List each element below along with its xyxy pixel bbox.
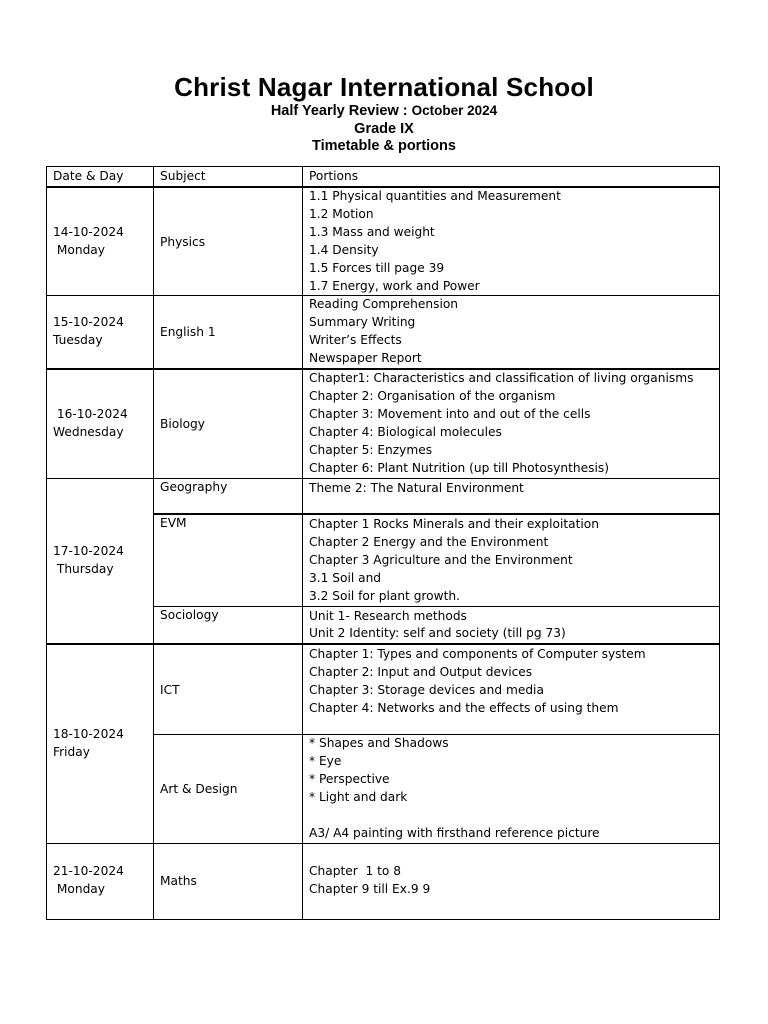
portion-item: Chapter 3: Movement into and out of the cells bbox=[309, 406, 591, 421]
date: 18-10-2024 bbox=[53, 727, 124, 742]
portion-item: Chapter 4: Biological molecules bbox=[309, 424, 502, 439]
subject-cell: Sociology bbox=[154, 606, 303, 644]
portion-item: Unit 1- Research methods bbox=[309, 608, 467, 623]
portions-cell bbox=[303, 514, 720, 606]
portion-item: Unit 2 Identity: self and society (till pg 73) bbox=[309, 626, 566, 641]
table-row bbox=[47, 644, 720, 734]
portion-item: Newspaper Report bbox=[309, 351, 422, 366]
subject-cell: Maths bbox=[154, 843, 303, 919]
subject-cell: Geography bbox=[154, 478, 303, 514]
table-row bbox=[47, 369, 720, 478]
portion-item: Summary Writing bbox=[309, 315, 416, 330]
portion-item: 3.2 Soil for plant growth. bbox=[309, 588, 460, 603]
portion-item: 3.1 Soil and bbox=[309, 570, 382, 585]
day: Wednesday bbox=[53, 424, 124, 439]
portion-item: * Perspective bbox=[309, 771, 390, 786]
portion-item: Chapter 3: Storage devices and media bbox=[309, 683, 544, 698]
date: 15-10-2024 bbox=[53, 315, 124, 330]
column-header-portions: Portions bbox=[303, 167, 720, 188]
portions-cell bbox=[303, 734, 720, 843]
portions-cell bbox=[303, 187, 720, 296]
portion-item: Chapter 2: Input and Output devices bbox=[309, 665, 533, 680]
portion-item: 1.1 Physical quantities and Measurement bbox=[309, 189, 561, 203]
date: 16-10-2024 bbox=[53, 406, 128, 421]
column-header-subject: Subject bbox=[154, 167, 303, 188]
portion-item: Chapter 2: Organisation of the organism bbox=[309, 388, 556, 403]
portion-item: 1.7 Energy, work and Power bbox=[309, 278, 480, 293]
exam-title bbox=[0, 102, 768, 121]
date-cell bbox=[47, 843, 154, 919]
portion-item: Chapter 1 Rocks Minerals and their exploitation bbox=[309, 517, 599, 531]
header-row bbox=[47, 167, 720, 188]
portion-item: Theme 2: The Natural Environment bbox=[309, 480, 524, 495]
table-row bbox=[47, 843, 720, 919]
table-row bbox=[47, 296, 720, 369]
portion-item: 1.4 Density bbox=[309, 242, 379, 257]
subject-cell: ICT bbox=[154, 644, 303, 734]
spacer bbox=[309, 807, 713, 825]
portion-item: Chapter1: Characteristics and classification of living organisms bbox=[309, 371, 694, 386]
portion-item: 1.3 Mass and weight bbox=[309, 224, 435, 239]
document-header bbox=[0, 72, 768, 156]
date: 17-10-2024 bbox=[53, 544, 124, 559]
school-name: Christ Nagar International School bbox=[174, 72, 594, 102]
portion-item: 1.2 Motion bbox=[309, 206, 374, 221]
portion-item: Chapter 2 Energy and the Environment bbox=[309, 534, 549, 549]
portion-item: Writer’s Effects bbox=[309, 333, 402, 348]
column-header-date: Date & Day bbox=[47, 167, 154, 188]
date-cell bbox=[47, 296, 154, 369]
portion-item: Chapter 1: Types and components of Computer system bbox=[309, 647, 646, 662]
portion-item: Chapter 5: Enzymes bbox=[309, 442, 433, 457]
portion-item: 1.5 Forces till page 39 bbox=[309, 260, 445, 275]
subject-cell: Physics bbox=[154, 187, 303, 296]
exam-date: October 2024 bbox=[411, 103, 498, 118]
day: Monday bbox=[53, 882, 105, 897]
portions-cell bbox=[303, 843, 720, 919]
portion-item: Reading Comprehension bbox=[309, 297, 459, 312]
date-cell bbox=[47, 478, 154, 644]
table-row bbox=[47, 187, 720, 296]
subject-cell: Art & Design bbox=[154, 734, 303, 843]
date: 21-10-2024 bbox=[53, 864, 124, 879]
portion-item: Chapter 6: Plant Nutrition (up till Photosynthesis) bbox=[309, 460, 609, 475]
subtitle: Timetable & portions bbox=[312, 138, 456, 154]
portion-item: Chapter 1 to 8 bbox=[309, 864, 401, 879]
subject-cell: EVM bbox=[154, 514, 303, 606]
portions-cell bbox=[303, 606, 720, 644]
subject-cell: English 1 bbox=[154, 296, 303, 369]
day: Thursday bbox=[53, 561, 114, 576]
subject-cell: Biology bbox=[154, 369, 303, 478]
portion-item: A3/ A4 painting with firsthand reference picture bbox=[309, 825, 600, 840]
day: Tuesday bbox=[53, 333, 103, 348]
grade: Grade IX bbox=[354, 120, 414, 137]
portion-item: Chapter 3 Agriculture and the Environment bbox=[309, 552, 573, 567]
date-cell bbox=[47, 187, 154, 296]
portion-item: * Shapes and Shadows bbox=[309, 736, 449, 751]
portions-cell bbox=[303, 296, 720, 369]
portions-cell bbox=[303, 369, 720, 478]
portions-cell bbox=[303, 644, 720, 734]
portion-item: * Eye bbox=[309, 754, 342, 769]
exam-label: Half Yearly Review : bbox=[270, 103, 408, 119]
portion-item: * Light and dark bbox=[309, 789, 408, 804]
date-cell bbox=[47, 369, 154, 478]
date: 14-10-2024 bbox=[53, 224, 124, 239]
date-cell bbox=[47, 644, 154, 843]
portion-item: Chapter 4: Networks and the effects of using them bbox=[309, 701, 619, 716]
day: Friday bbox=[53, 745, 90, 760]
table-row bbox=[47, 478, 720, 514]
portions-cell bbox=[303, 478, 720, 514]
day: Monday bbox=[53, 242, 105, 257]
portion-item: Chapter 9 till Ex.9 9 bbox=[309, 882, 431, 897]
timetable bbox=[46, 166, 720, 920]
